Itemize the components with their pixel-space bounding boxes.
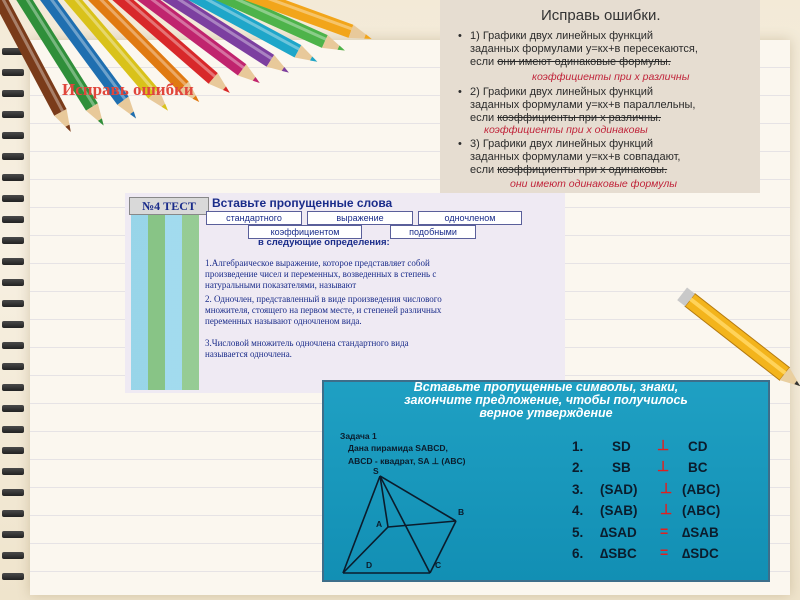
perpendicular-symbol: ⊥ xyxy=(660,501,673,517)
answer-left: (SAB) xyxy=(600,503,638,518)
answer-right: CD xyxy=(688,439,708,454)
definition-line: переменных называют одночленом вида. xyxy=(205,316,362,326)
definition-line: 1.Алгебраическое выражение, которое представляет собой xyxy=(205,258,430,268)
correction-3: они имеют одинаковые формулы xyxy=(510,178,677,190)
answer-right: (ABC) xyxy=(682,482,721,497)
slide-title: Исправь ошибки xyxy=(62,80,194,99)
definition-line: натуральными показателями, называют xyxy=(205,280,357,290)
vertex-label-B: B xyxy=(458,507,465,517)
answer-right: (ABC) xyxy=(682,503,721,518)
statement-line: если xyxy=(470,56,498,68)
bullet: • xyxy=(458,138,462,150)
definition-line: произведение чисел и переменных, возведенных в степень с xyxy=(205,269,437,279)
answer-left: (SAD) xyxy=(600,482,638,497)
vertex-label-D: D xyxy=(366,560,373,570)
struck-text: они имеют одинаковые формулы. xyxy=(497,56,671,68)
definition-line: называется одночлена. xyxy=(205,349,292,359)
statement-line: заданных формулами у=кх+в пересекаются, xyxy=(470,43,698,55)
equals-symbol: = xyxy=(660,544,669,560)
vertex-label-S: S xyxy=(373,466,379,476)
equals-symbol: = xyxy=(660,523,669,539)
word-option: коэффициентом xyxy=(248,225,362,239)
answer-right: ∆SAB xyxy=(682,525,719,540)
correction-2: коэффициенты при х одинаковы xyxy=(484,124,648,136)
definitions-intro: в следующие определения: xyxy=(258,237,390,248)
answer-number: 2. xyxy=(572,460,584,475)
instruction-line: верное утверждение xyxy=(479,406,613,420)
bullet: • xyxy=(458,86,462,98)
answer-number: 6. xyxy=(572,546,584,561)
vertex-label-C: C xyxy=(435,560,442,570)
answer-number: 3. xyxy=(572,482,584,497)
statement-line: если xyxy=(470,164,498,176)
word-option: стандартного xyxy=(206,211,302,225)
word-option: подобными xyxy=(390,225,476,239)
statement-line: 1) Графики двух линейных функций xyxy=(470,30,654,42)
answer-left: SB xyxy=(612,460,631,475)
answer-number: 1. xyxy=(572,439,584,454)
perpendicular-symbol: ⊥ xyxy=(657,458,670,474)
vertex-label-A: A xyxy=(376,519,383,529)
statement-line: 2) Графики двух линейных функций xyxy=(470,86,654,98)
test-instruction: Вставьте пропущенные слова xyxy=(212,196,393,210)
statement-line: заданных формулами у=кх+в совпадают, xyxy=(470,151,681,163)
perpendicular-symbol: ⊥ xyxy=(657,437,670,453)
correction-1: коэффициенты при х различны xyxy=(532,71,690,83)
definition-line: 3.Числовой множитель одночлена стандартного вида xyxy=(205,338,409,348)
edge-AB xyxy=(388,521,456,527)
word-option: выражение xyxy=(307,211,413,225)
task-title: Задача 1 xyxy=(340,431,377,441)
definition-line: множителя, стоящего на первом месте, и степеней различных xyxy=(205,305,442,315)
statement-line: 3) Графики двух линейных функций xyxy=(470,138,654,150)
statement-line: заданных формулами у=кх+в параллельны, xyxy=(470,99,696,111)
fix-errors-title: Исправь ошибки. xyxy=(541,7,661,24)
answer-number: 5. xyxy=(572,525,584,540)
answer-left: SD xyxy=(612,439,631,454)
task-line: ABCD - квадрат, SA ⊥ (ABC) xyxy=(348,456,466,466)
statement-line: если xyxy=(470,112,498,124)
answer-right: BC xyxy=(688,460,708,475)
answer-left: ∆SBC xyxy=(600,546,637,561)
instruction-line: закончите предложение, чтобы получилось xyxy=(404,393,688,407)
struck-text: коэффициенты при х одинаковы. xyxy=(497,164,668,176)
edge-CB xyxy=(430,521,456,573)
word-option: одночленом xyxy=(418,211,522,225)
answer-number: 4. xyxy=(572,503,584,518)
answer-left: ∆SAD xyxy=(600,525,637,540)
bullet: • xyxy=(458,30,462,42)
test-number-badge: №4 ТЕСТ xyxy=(129,197,209,215)
edge-SD xyxy=(343,476,383,573)
struck-text: коэффициенты при х различны. xyxy=(497,112,661,124)
answer-right: ∆SDC xyxy=(682,546,719,561)
task-line: Дана пирамида SABCD, xyxy=(348,443,448,453)
perpendicular-symbol: ⊥ xyxy=(660,480,673,496)
definition-line: 2. Одночлен, представленный в виде произведения числового xyxy=(205,294,442,304)
instruction-line: Вставьте пропущенные символы, знаки, xyxy=(413,380,679,394)
